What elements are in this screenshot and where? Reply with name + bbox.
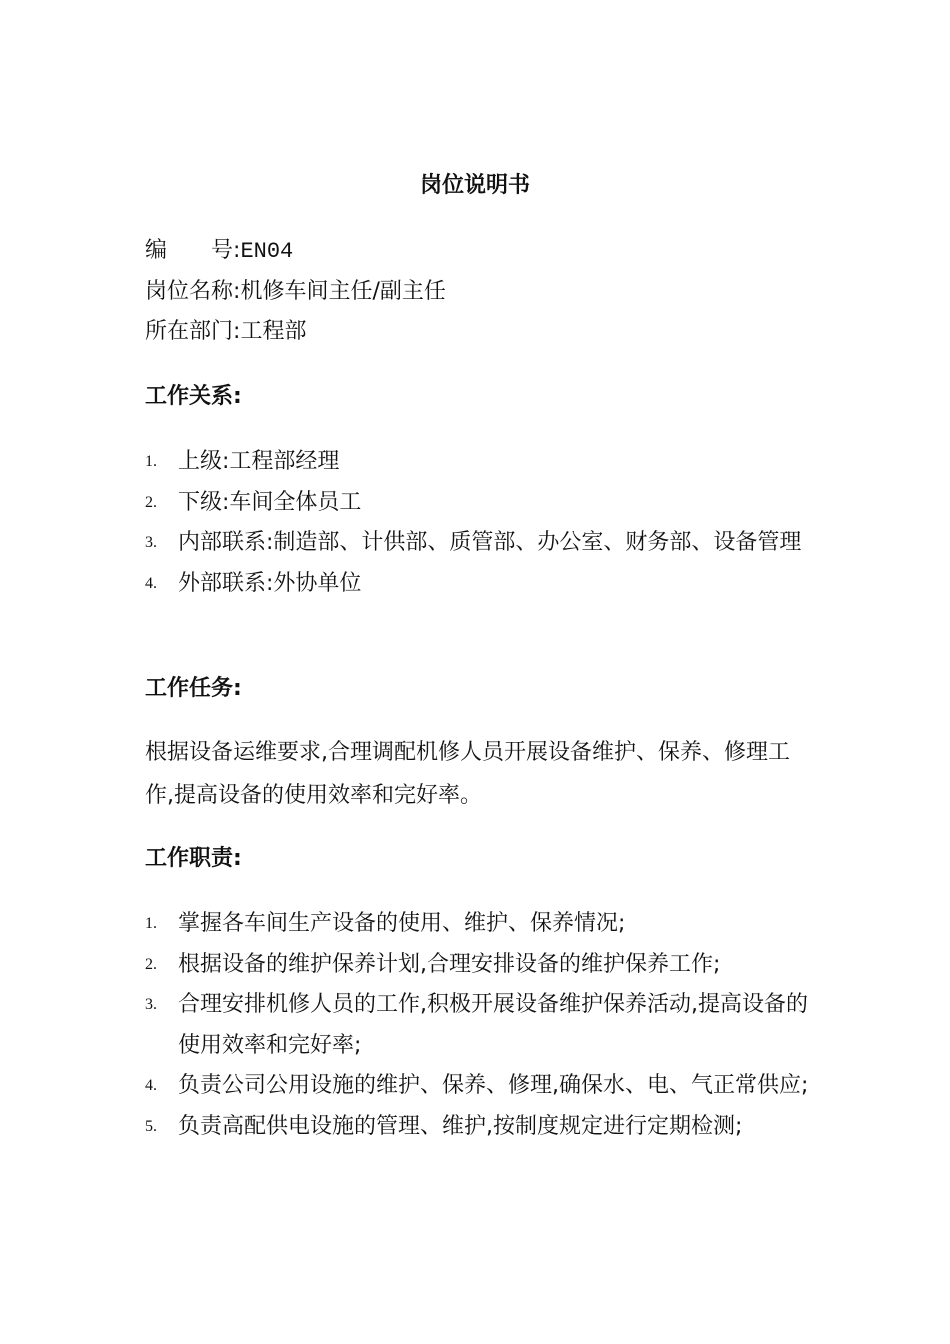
list-item-text: 掌握各车间生产设备的使用、维护、保养情况; bbox=[178, 911, 626, 936]
list-item bbox=[145, 1066, 815, 1107]
meta-code-label-b: 号 bbox=[211, 238, 234, 263]
meta-dept-value: 工程部 bbox=[240, 319, 307, 344]
meta-code-value: EN04 bbox=[240, 239, 294, 264]
list-item-number: 1. bbox=[145, 453, 157, 470]
meta-code-label-a: 编 bbox=[145, 238, 168, 263]
list-item bbox=[145, 985, 815, 1066]
list-item bbox=[145, 442, 815, 483]
list-item-text: 负责公司公用设施的维护、保养、修理,确保水、电、气正常供应; bbox=[178, 1073, 809, 1098]
duties-list bbox=[145, 904, 815, 1147]
meta-separator: : bbox=[233, 319, 241, 344]
meta-code-row bbox=[145, 235, 293, 268]
list-item-text: 外部联系:外协单位 bbox=[178, 570, 362, 596]
relations-heading: 工作关系: bbox=[145, 384, 242, 409]
list-item-number: 4. bbox=[145, 574, 157, 592]
relations-list bbox=[145, 442, 815, 604]
list-item bbox=[145, 904, 815, 945]
duties-heading: 工作职责: bbox=[145, 846, 242, 871]
list-item-text: 上级:工程部经理 bbox=[178, 449, 340, 474]
list-item-number: 3. bbox=[145, 534, 157, 551]
list-item-number: 1. bbox=[145, 915, 157, 932]
list-item-number: 4. bbox=[145, 1077, 157, 1094]
list-item bbox=[145, 945, 815, 986]
list-item-number: 2. bbox=[145, 493, 157, 511]
list-item-text: 根据设备的维护保养计划,合理安排设备的维护保养工作; bbox=[178, 951, 721, 977]
list-item-text: 下级:车间全体员工 bbox=[178, 489, 362, 515]
meta-position-label: 岗位名称 bbox=[145, 279, 234, 304]
list-item-number: 2. bbox=[145, 955, 157, 973]
task-paragraph: 根据设备运维要求,合理调配机修人员开展设备维护、保养、修理工作,提高设备的使用效率和完好率。 bbox=[145, 740, 790, 808]
list-item-text: 内部联系:制造部、计供部、质管部、办公室、财务部、设备管理 bbox=[178, 530, 802, 555]
list-item bbox=[145, 1107, 815, 1148]
list-item-text: 合理安排机修人员的工作,积极开展设备维护保养活动,提高设备的使用效率和完好率; bbox=[178, 992, 808, 1058]
list-item-text: 负责高配供电设施的管理、维护,按制度规定进行定期检测; bbox=[178, 1113, 743, 1139]
list-item-number: 5. bbox=[145, 1117, 157, 1135]
meta-position-row bbox=[145, 276, 446, 308]
list-item bbox=[145, 564, 815, 605]
meta-dept-label: 所在部门 bbox=[145, 319, 234, 344]
list-item bbox=[145, 483, 815, 524]
meta-separator: : bbox=[233, 238, 241, 263]
task-heading: 工作任务: bbox=[145, 676, 242, 701]
list-item bbox=[145, 523, 815, 564]
meta-position-value: 机修车间主任/副主任 bbox=[240, 279, 446, 304]
list-item-number: 3. bbox=[145, 996, 157, 1013]
document-title: 岗位说明书 bbox=[419, 173, 530, 198]
meta-separator: : bbox=[233, 279, 241, 304]
meta-dept-row bbox=[145, 316, 306, 348]
